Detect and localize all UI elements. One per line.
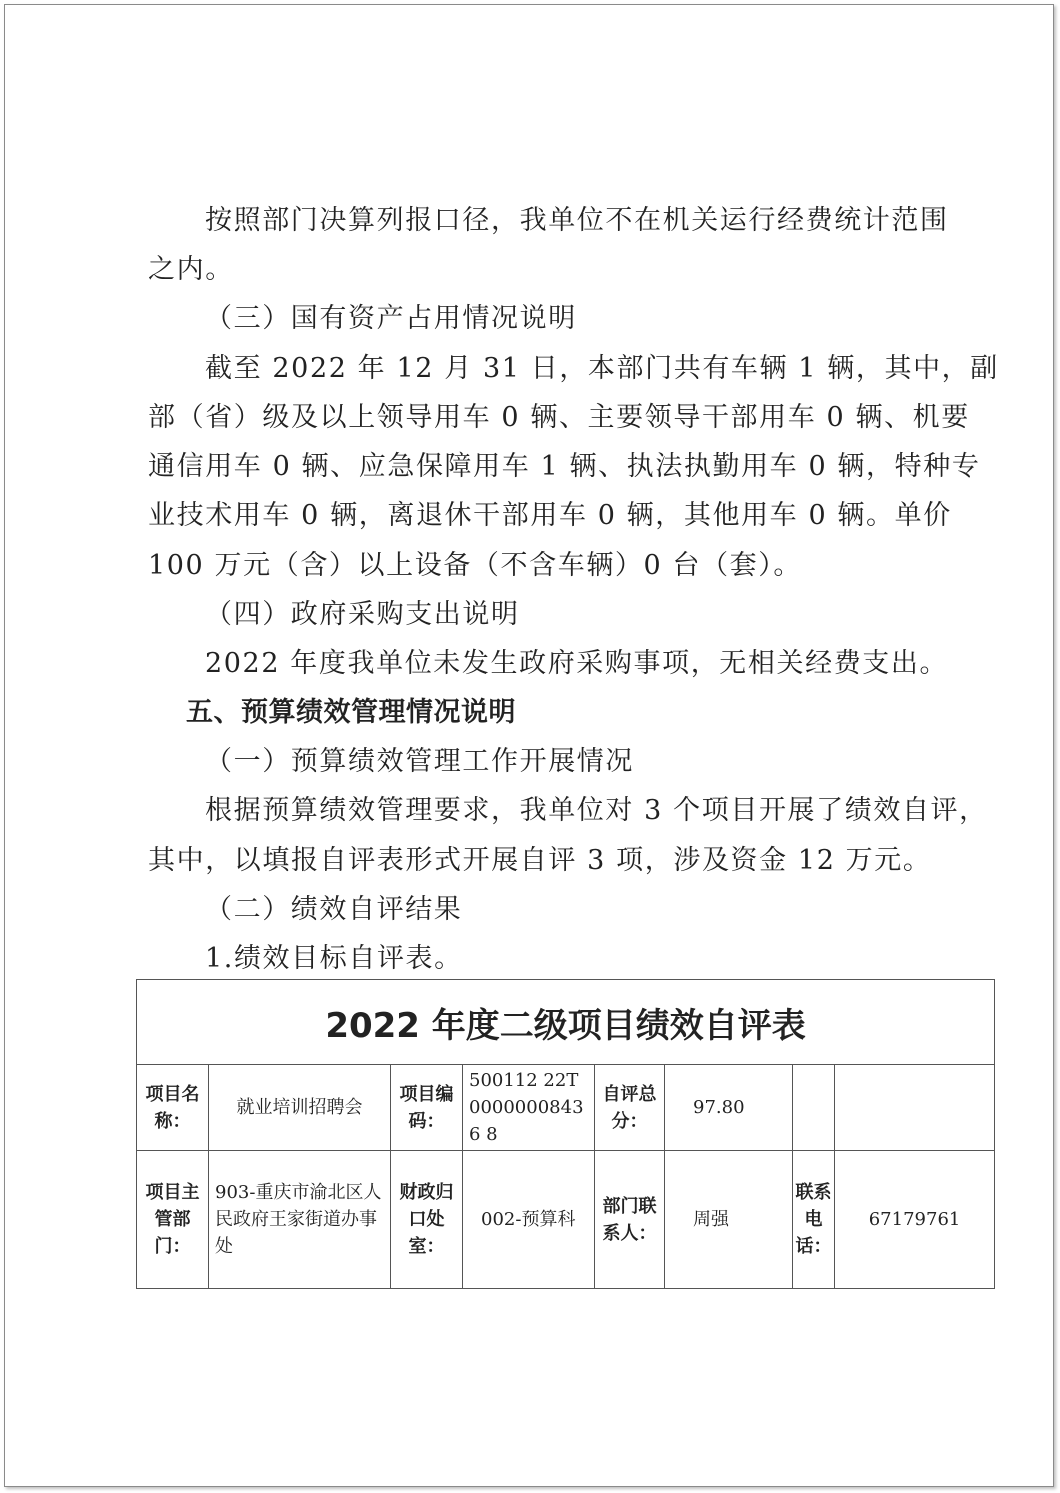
empty-cell bbox=[793, 1065, 835, 1151]
dept-label: 项目主管部门： bbox=[137, 1151, 209, 1289]
paragraph-line: 截至 2022 年 12 月 31 日，本部门共有车辆 1 辆，其中，副 bbox=[205, 353, 999, 384]
project-code-value: 500112 22T00000008436 8 bbox=[463, 1065, 595, 1151]
contact-value: 周强 bbox=[665, 1151, 793, 1289]
dept-value: 903-重庆市渝北区人民政府王家街道办事处 bbox=[209, 1151, 391, 1289]
score-label: 自评总分： bbox=[595, 1065, 665, 1151]
section-heading: （三）国有资产占用情况说明 bbox=[205, 303, 577, 334]
contact-label: 部门联系人： bbox=[595, 1151, 665, 1289]
paragraph-line: 通信用车 0 辆、应急保障用车 1 辆、执法执勤用车 0 辆，特种专 bbox=[148, 451, 981, 482]
project-name-label: 项目名称： bbox=[137, 1065, 209, 1151]
section-heading: （一）预算绩效管理工作开展情况 bbox=[205, 746, 634, 777]
paragraph-line: 1.绩效目标自评表。 bbox=[205, 943, 463, 974]
phone-value: 67179761 bbox=[835, 1151, 995, 1289]
project-code-label: 项目编码： bbox=[391, 1065, 463, 1151]
chapter-heading: 五、预算绩效管理情况说明 bbox=[186, 697, 516, 728]
paragraph-line: 业技术用车 0 辆，离退休干部用车 0 辆，其他用车 0 辆。单价 bbox=[148, 500, 952, 531]
finance-office-label: 财政归口处室： bbox=[391, 1151, 463, 1289]
section-heading: （四）政府采购支出说明 bbox=[205, 599, 520, 630]
paragraph-line: 之内。 bbox=[148, 254, 234, 285]
section-heading: （二）绩效自评结果 bbox=[205, 894, 463, 925]
paragraph-line: 其中，以填报自评表形式开展自评 3 项，涉及资金 12 万元。 bbox=[148, 845, 932, 876]
paragraph-line: 根据预算绩效管理要求，我单位对 3 个项目开展了绩效自评， bbox=[205, 795, 988, 826]
finance-office-value: 002-预算科 bbox=[463, 1151, 595, 1289]
project-name-value: 就业培训招聘会 bbox=[209, 1065, 391, 1151]
phone-label: 联系电话： bbox=[793, 1151, 835, 1289]
paragraph-line: 按照部门决算列报口径，我单位不在机关运行经费统计范围 bbox=[205, 205, 949, 236]
paragraph-line: 100 万元（含）以上设备（不含车辆）0 台（套）。 bbox=[148, 550, 802, 581]
score-value: 97.80 bbox=[665, 1065, 793, 1151]
paragraph-line: 部（省）级及以上领导用车 0 辆、主要领导干部用车 0 辆、机要 bbox=[148, 402, 970, 433]
paragraph-line: 2022 年度我单位未发生政府采购事项，无相关经费支出。 bbox=[205, 648, 949, 679]
table-title: 2022 年度二级项目绩效自评表 bbox=[137, 980, 995, 1065]
evaluation-table bbox=[136, 979, 995, 1289]
empty-cell bbox=[835, 1065, 995, 1151]
